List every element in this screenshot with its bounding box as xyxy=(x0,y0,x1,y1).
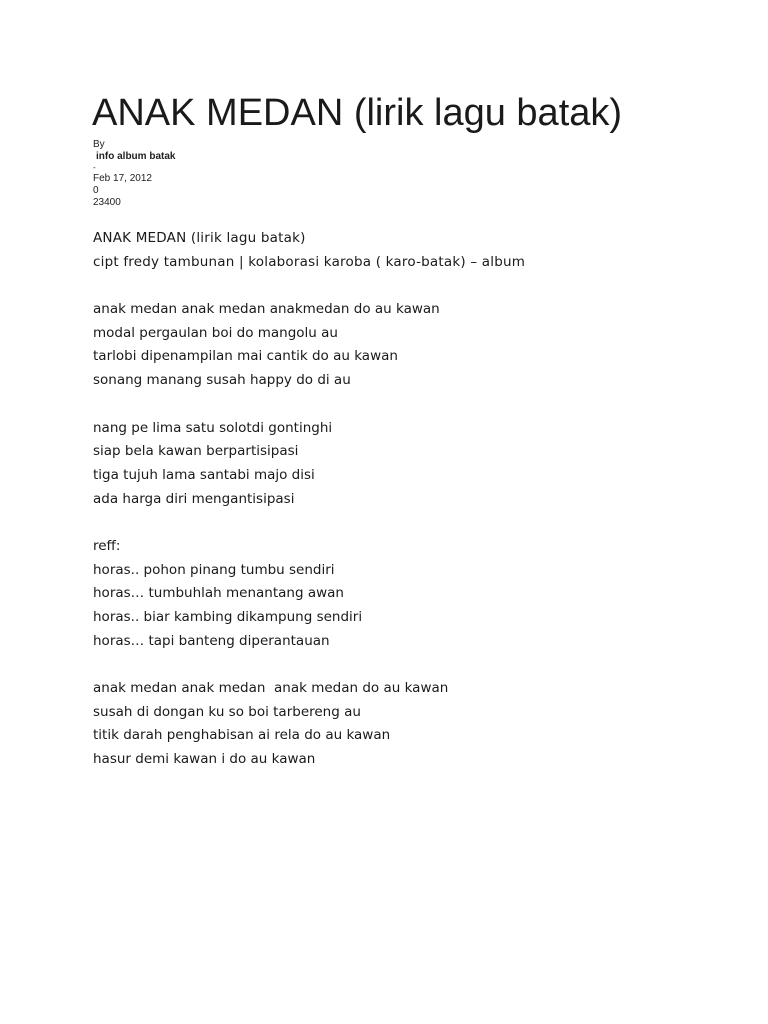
stanza-reff xyxy=(93,535,525,653)
lyric-line: tiga tujuh lama santabi majo disi xyxy=(93,466,315,483)
comment-count: 0 xyxy=(93,185,99,196)
stanza-4 xyxy=(93,677,525,772)
lyric-line: modal pergaulan boi do mangolu au xyxy=(93,324,338,341)
lyric-line: anak medan anak medan anak medan do au kawan xyxy=(93,680,449,697)
song-title: ANAK MEDAN (lirik lagu batak) xyxy=(93,230,306,246)
lyric-line: hasur demi kawan i do au kawan xyxy=(93,751,316,768)
post-meta xyxy=(93,139,175,209)
lyric-line: horas… tapi banteng diperantauan xyxy=(93,632,330,649)
meta-separator: - xyxy=(93,163,96,172)
author-link[interactable]: info album batak xyxy=(96,151,176,162)
post-date: Feb 17, 2012 xyxy=(93,173,152,184)
by-label: By xyxy=(93,139,105,150)
lyrics-content xyxy=(93,227,525,772)
song-credit: cipt fredy tambunan | kolaborasi karoba ( karo-batak) – album xyxy=(93,253,526,270)
lyric-line: nang pe lima satu solotdi gontinghi xyxy=(93,419,333,436)
lyric-line: sonang manang susah happy do di au xyxy=(93,372,351,389)
lyric-line: tarlobi dipenampilan mai cantik do au kawan xyxy=(93,348,398,365)
lyric-line: horas.. pohon pinang tumbu sendiri xyxy=(93,561,335,578)
view-count: 23400 xyxy=(93,197,121,208)
lyric-line: horas… tumbuhlah menantang awan xyxy=(93,585,344,602)
page-title: ANAK MEDAN (lirik lagu batak) xyxy=(92,92,623,134)
stanza-2 xyxy=(93,417,525,512)
lyric-line: anak medan anak medan anakmedan do au kawan xyxy=(93,301,440,318)
stanza-1 xyxy=(93,298,525,393)
lyric-line: susah di dongan ku so boi tarbereng au xyxy=(93,703,361,720)
lyric-line: ada harga diri mengantisipasi xyxy=(93,490,295,507)
lyric-line: siap bela kawan berpartisipasi xyxy=(93,443,299,460)
reff-label: reff: xyxy=(93,537,121,554)
lyric-line: horas.. biar kambing dikampung sendiri xyxy=(93,609,363,625)
lyric-line: titik darah penghabisan ai rela do au kawan xyxy=(93,727,391,744)
